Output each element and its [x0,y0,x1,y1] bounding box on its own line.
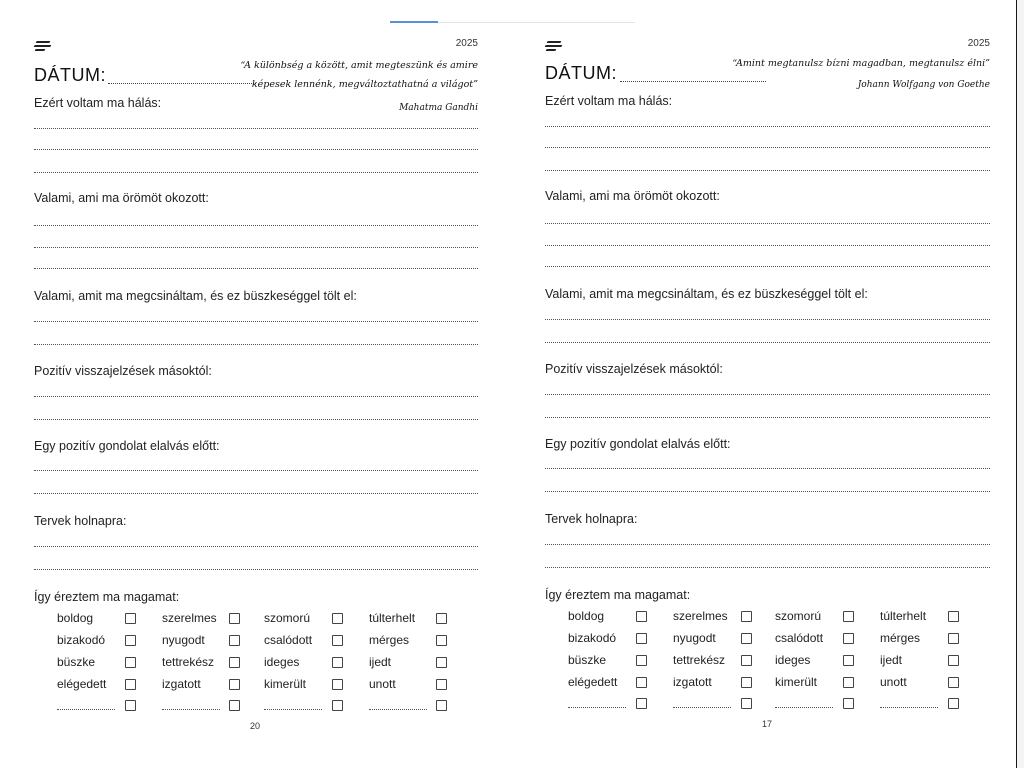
section-heading-feedback: Pozitív visszajelzések másoktól: [545,362,723,376]
year-label: 2025 [967,38,990,49]
writing-line[interactable] [34,268,478,269]
mood-checkbox[interactable] [332,657,343,668]
mood-label: kimerült [264,677,307,691]
year-label: 2025 [455,38,478,49]
mood-label: elégedett [57,677,107,691]
mood-checkbox[interactable] [125,700,136,711]
mood-checkbox[interactable] [229,657,240,668]
logo-icon [34,41,54,53]
quote-author: Mahatma Gandhi [399,103,478,113]
mood-checkbox[interactable] [948,698,959,709]
writing-line[interactable] [545,223,990,224]
writing-line[interactable] [545,567,990,568]
custom-mood-blank[interactable] [264,709,322,710]
writing-line[interactable] [34,247,478,248]
mood-checkbox[interactable] [948,677,959,688]
writing-line[interactable] [34,419,478,420]
mood-label: boldog [57,611,94,625]
writing-line[interactable] [545,266,990,267]
writing-line[interactable] [34,396,478,397]
writing-line[interactable] [545,170,990,171]
mood-checkbox[interactable] [436,700,447,711]
mood-checkbox[interactable] [741,677,752,688]
mood-label: túlterhelt [369,611,416,625]
section-heading-joy: Valami, ami ma örömöt okozott: [545,189,720,203]
writing-line[interactable] [34,149,478,150]
mood-label: túlterhelt [880,609,927,623]
mood-label: izgatott [162,677,201,691]
writing-line[interactable] [34,493,478,494]
mood-checkbox[interactable] [741,655,752,666]
section-heading-bedtime-thought: Egy pozitív gondolat elalvás előtt: [545,437,731,451]
mood-checkbox[interactable] [332,635,343,646]
section-heading-joy: Valami, ami ma örömöt okozott: [34,191,209,205]
writing-line[interactable] [34,546,478,547]
custom-mood-blank[interactable] [673,707,731,708]
writing-line[interactable] [34,172,478,173]
writing-line[interactable] [545,147,990,148]
custom-mood-blank[interactable] [162,709,220,710]
mood-label: ijedt [880,653,903,667]
mood-label: szomorú [264,611,311,625]
mood-checkbox[interactable] [741,611,752,622]
mood-checkbox[interactable] [741,698,752,709]
mood-label: mérges [369,633,410,647]
mood-checkbox[interactable] [843,633,854,644]
mood-checkbox[interactable] [636,633,647,644]
writing-line[interactable] [34,569,478,570]
mood-label: ideges [775,653,811,667]
mood-checkbox[interactable] [229,700,240,711]
writing-line[interactable] [34,225,478,226]
mood-label: ideges [264,655,300,669]
journal-page-left [34,0,478,768]
mood-checkbox[interactable] [948,655,959,666]
mood-label: bizakodó [568,631,617,645]
mood-checkbox[interactable] [125,679,136,690]
custom-mood-blank[interactable] [880,707,938,708]
mood-checkbox[interactable] [843,655,854,666]
custom-mood-blank[interactable] [775,707,833,708]
custom-mood-blank[interactable] [568,707,626,708]
mood-checkbox[interactable] [436,657,447,668]
section-heading-pride: Valami, amit ma megcsináltam, és ez büszkeséggel tölt el: [34,289,357,303]
date-field-line[interactable] [620,81,766,82]
custom-mood-blank[interactable] [57,709,115,710]
writing-line[interactable] [34,470,478,471]
writing-line[interactable] [545,342,990,343]
writing-line[interactable] [545,544,990,545]
mood-label: szerelmes [673,609,728,623]
mood-label: tettrekész [673,653,726,667]
section-heading-plans: Tervek holnapra: [545,512,638,526]
mood-checkbox[interactable] [125,613,136,624]
writing-line[interactable] [545,126,990,127]
viewer-right-edge [1016,0,1024,768]
section-heading-feelings: Így éreztem ma magamat: [34,590,180,604]
writing-line[interactable] [34,128,478,129]
section-heading-feelings: Így éreztem ma magamat: [545,588,691,602]
mood-checkbox[interactable] [948,633,959,644]
mood-checkbox[interactable] [843,677,854,688]
mood-checkbox[interactable] [125,657,136,668]
mood-checkbox[interactable] [636,698,647,709]
writing-line[interactable] [34,321,478,322]
page-number: 20 [250,721,261,731]
mood-checkbox[interactable] [229,679,240,690]
custom-mood-blank[interactable] [369,709,427,710]
mood-checkbox[interactable] [843,698,854,709]
mood-checkbox[interactable] [843,611,854,622]
quote-text: “Amint megtanulsz bízni magadban, megtanulsz élni” [732,58,990,69]
mood-label: mérges [880,631,921,645]
mood-label: unott [880,675,907,689]
quote-text: “A különbség a között, amit megteszünk és amire képesek lennénk, megváltoztathatná a világot” [240,60,478,90]
logo-icon [545,41,565,53]
mood-label: ijedt [369,655,392,669]
mood-checkbox[interactable] [436,679,447,690]
mood-label: bizakodó [57,633,106,647]
date-label: DÁTUM: [34,65,106,85]
section-heading-grateful: Ezért voltam ma hálás: [545,94,673,108]
journal-page-right [545,0,990,768]
mood-checkbox[interactable] [229,635,240,646]
quote-author: Johann Wolfgang von Goethe [857,80,990,90]
mood-label: nyugodt [673,631,716,645]
mood-checkbox[interactable] [948,611,959,622]
mood-checkbox[interactable] [436,635,447,646]
mood-label: tettrekész [162,655,215,669]
mood-label: szomorú [775,609,822,623]
mood-checkbox[interactable] [741,633,752,644]
mood-label: unott [369,677,396,691]
mood-label: izgatott [673,675,712,689]
writing-line[interactable] [545,491,990,492]
section-heading-plans: Tervek holnapra: [34,514,127,528]
mood-label: szerelmes [162,611,217,625]
mood-label: csalódott [264,633,313,647]
page-number: 17 [762,719,773,729]
mood-checkbox[interactable] [436,613,447,624]
writing-line[interactable] [545,468,990,469]
mood-label: csalódott [775,631,824,645]
mood-checkbox[interactable] [636,611,647,622]
date-label: DÁTUM: [545,63,617,83]
mood-checkbox[interactable] [332,613,343,624]
mood-checkbox[interactable] [332,700,343,711]
mood-label: nyugodt [162,633,205,647]
writing-line[interactable] [34,344,478,345]
mood-checkbox[interactable] [332,679,343,690]
mood-label: elégedett [568,675,618,689]
mood-label: boldog [568,609,605,623]
writing-line[interactable] [545,245,990,246]
mood-label: büszke [568,653,607,667]
writing-line[interactable] [545,417,990,418]
writing-line[interactable] [545,319,990,320]
mood-label: kimerült [775,675,818,689]
mood-checkbox[interactable] [125,635,136,646]
section-heading-feedback: Pozitív visszajelzések másoktól: [34,364,212,378]
mood-checkbox[interactable] [636,655,647,666]
section-heading-bedtime-thought: Egy pozitív gondolat elalvás előtt: [34,439,220,453]
section-heading-pride: Valami, amit ma megcsináltam, és ez büszkeséggel tölt el: [545,287,868,301]
mood-checkbox[interactable] [636,677,647,688]
mood-label: büszke [57,655,96,669]
mood-checkbox[interactable] [229,613,240,624]
writing-line[interactable] [545,394,990,395]
section-heading-grateful: Ezért voltam ma hálás: [34,96,162,110]
